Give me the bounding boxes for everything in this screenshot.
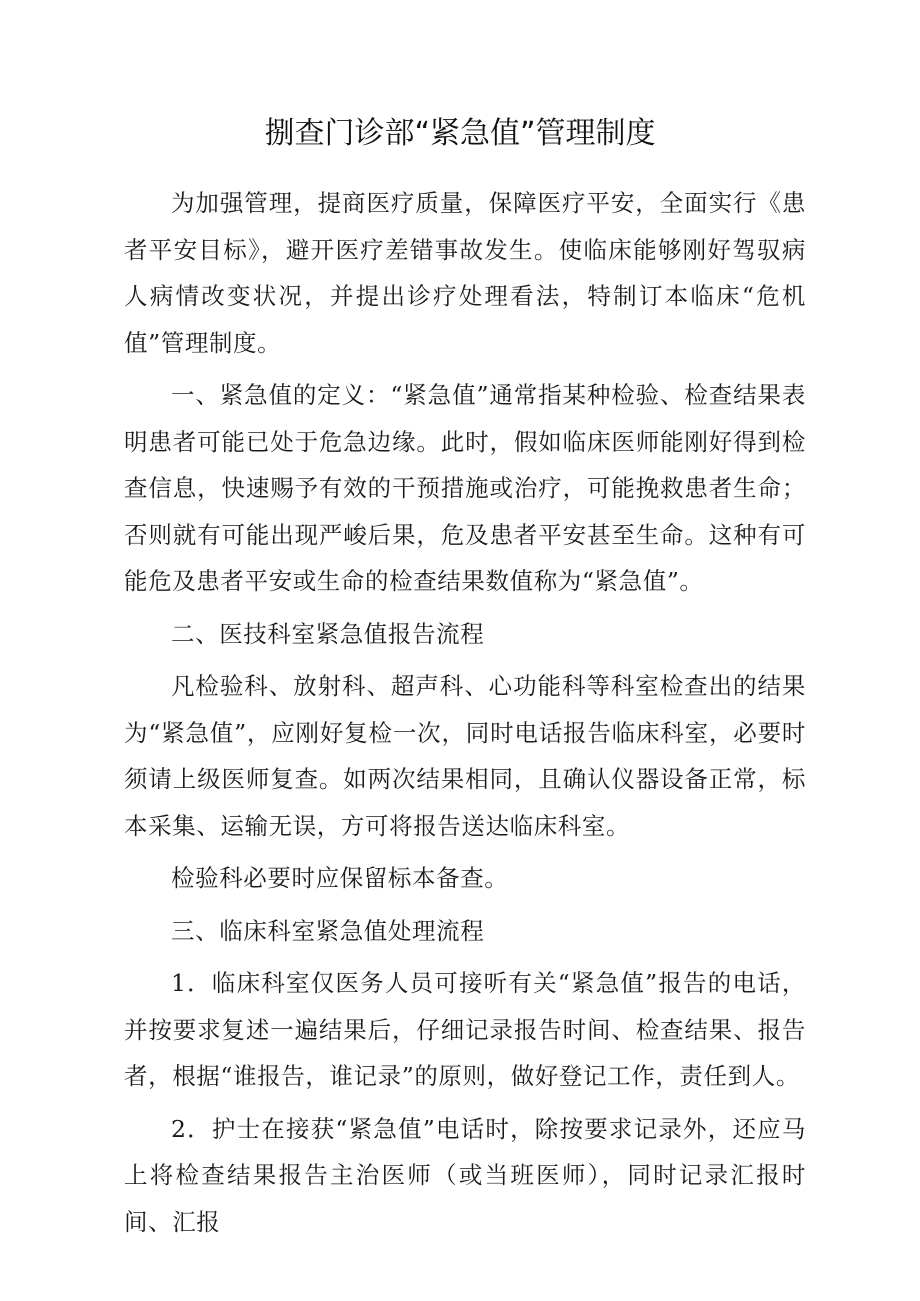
paragraph-intro: 为加强管理，提商医疗质量，保障医疗平安，全面实行《患者平安目标》，避开医疗差错事故发生。使临床能够刚好驾驭病人病情改变状况，并提出诊疗处理看法，特制订本临床“危机值”管理制度。: [124, 189, 806, 357]
document-body: [124, 180, 806, 1245]
paragraph-handling-step-1: 1．临床科室仅医务人员可接听有关“紧急值”报告的电话，并按要求复述一遍结果后，仔细记录报告时间、检查结果、报告者，根据“谁报告，谁记录”的原则，做好登记工作，责任到人。: [124, 969, 806, 1090]
document-title: 捌查门诊部“紧急值”管理制度: [264, 116, 656, 151]
paragraph-sample-retention: 检验科必要时应保留标本备查。: [171, 864, 509, 892]
section-heading-report-flow: 二、医技科室紧急值报告流程: [171, 619, 485, 648]
paragraph-definition: 一、紧急值的定义：“紧急值”通常指某种检验、检查结果表明患者可能已处于危急边缘。此时，假如临床医师能刚好得到检查信息，快速赐予有效的干预措施或治疗，可能挽救患者生命；否则就有可能出现严峻后果，危及患者平安甚至生命。这种有可能危及患者平安或生命的检查结果数值称为“紧急值”。: [124, 381, 806, 595]
paragraph-report-flow: 凡检验科、放射科、超声科、心功能科等科室检查出的结果为“紧急值”，应刚好复检一次，同时电话报告临床科室，必要时须请上级医师复查。如两次结果相同，且确认仪器设备正常，标本采集、运输无误，方可将报告送达临床科室。: [124, 672, 806, 840]
section-heading-handling-flow: 三、临床科室紧急值处理流程: [171, 916, 485, 945]
paragraph-handling-step-2: 2．护士在接获“紧急值”电话时，除按要求记录外，还应马上将检查结果报告主治医师（或当班医师），同时记录汇报时间、汇报: [124, 1114, 806, 1236]
